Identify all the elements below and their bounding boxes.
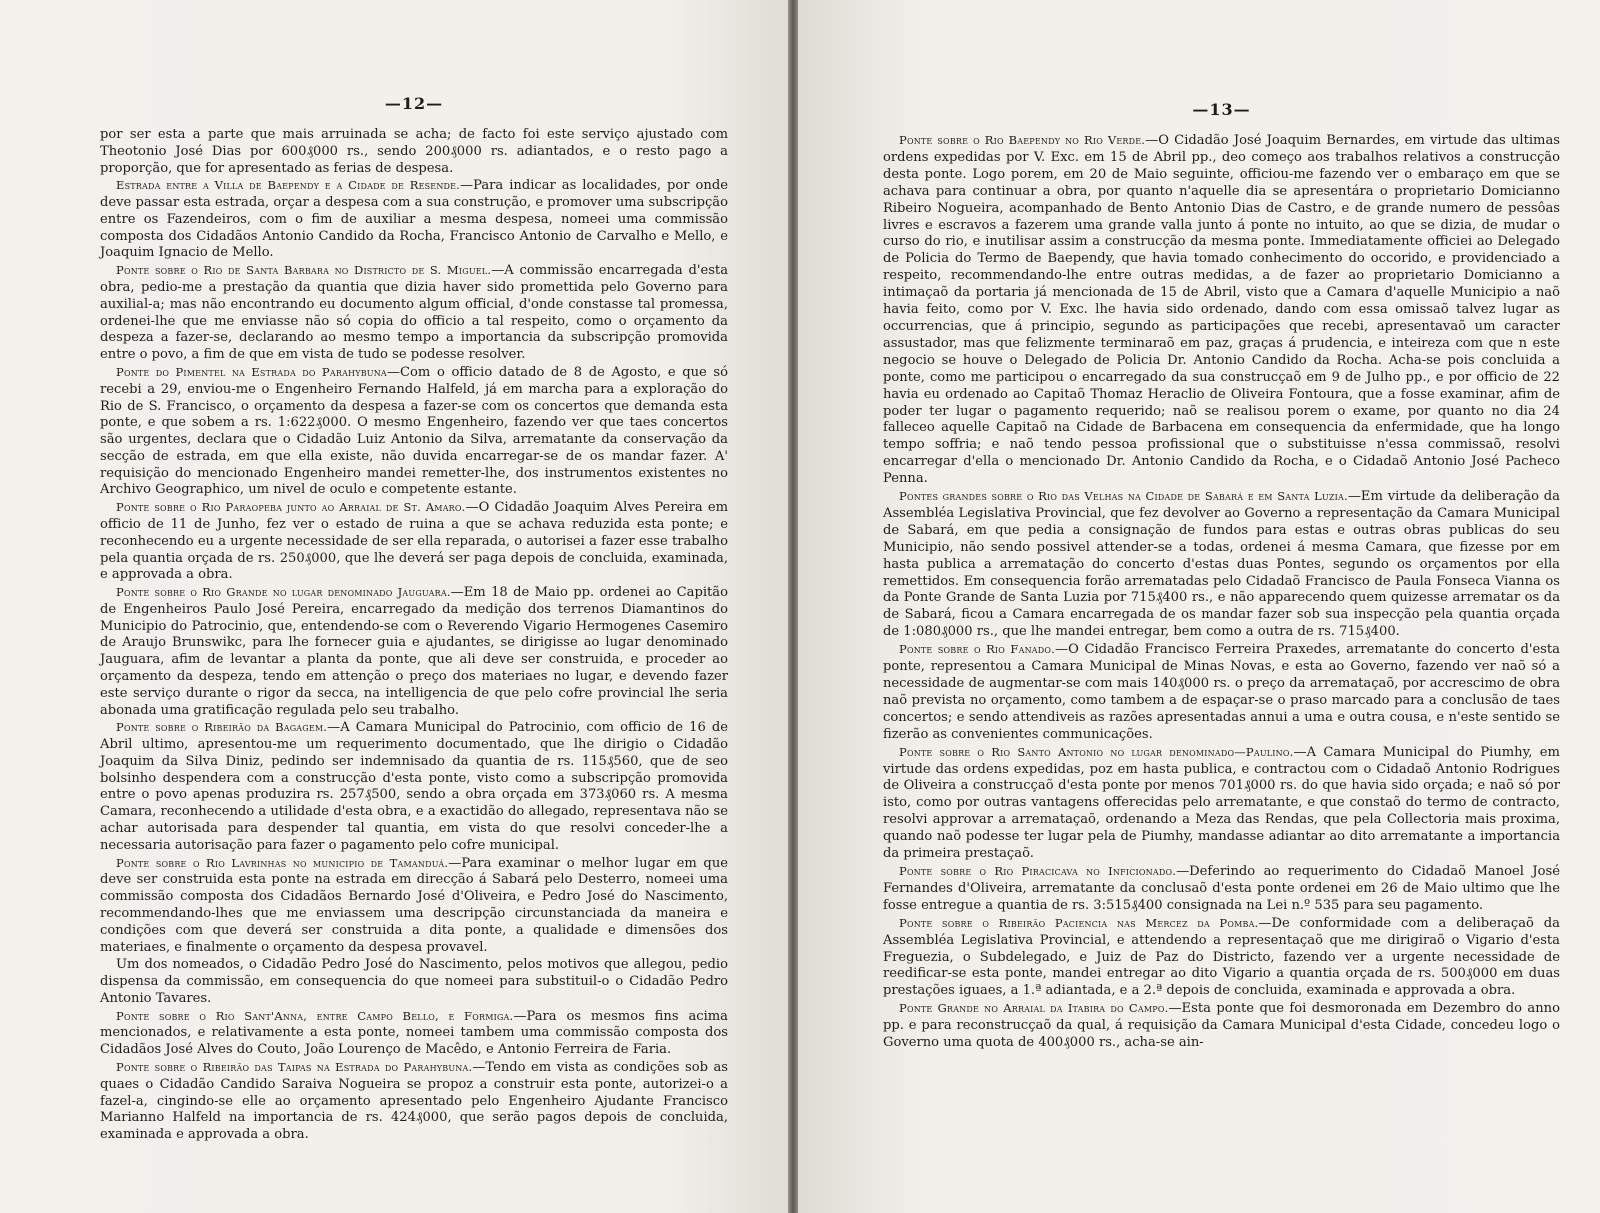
- section-heading: Ponte sobre o Ribeirão Paciencia nas Mercez da Pomba.: [899, 915, 1259, 930]
- page-number: —12—: [384, 94, 444, 113]
- right-page: [798, 0, 1600, 1213]
- section-heading: Ponte sobre o Rio Fanado.: [899, 642, 1055, 657]
- section-heading: Estrada entre a Villa de Baependy e a Cidade de Resende.: [116, 178, 461, 193]
- section-heading: Ponte sobre o Rio Santo Antonio no lugar denominado—Paulino.: [899, 744, 1294, 759]
- section-heading: Ponte sobre o Rio de Santa Barbara no Districto de S. Miguel.: [116, 263, 492, 278]
- section-heading: Pontes grandes sobre o Rio das Velhas na Cidade de Sabará e em Santa Luzia.: [899, 489, 1348, 504]
- section-heading: Ponte do Pimentel na Estrada do Parahybuna: [116, 364, 387, 379]
- section-heading: Ponte sobre o Rio Baependy no Rio Verde.: [899, 133, 1146, 147]
- paragraph: Ponte sobre o Rio Piracicava no Inficionado.—Deferindo ao requerimento do Cidadaõ Manoel José Fernandes d'Oliveira, arrematante da conclusaõ d'esta ponte ordenei em 26 de Maio ultimo que lhe fosse entregue a quantia de rs. 3:515₰400 consignada na Lei n.º 535 para seu pagamento.: [883, 863, 1560, 913]
- page-number: —13—: [1192, 100, 1251, 119]
- section-heading: Ponte sobre o Rio Lavrinhas no municipio de Tamanduá.: [116, 855, 449, 870]
- paragraph: Ponte sobre o Rio Sant'Anna, entre Campo Bello, e Formiga.—Para os mesmos fins acima mencionados, e relativamente a esta ponte, nomeei tambem uma commissão composta dos Cidadãos José Alves do Couto, João Lourenço de Macêdo, e Antonio Ferreira de Faria.: [100, 1008, 728, 1058]
- section-heading: Ponte sobre o Rio Piracicava no Inficionado.: [899, 863, 1177, 878]
- section-heading: Ponte sobre o Ribeirão da Bagagem.: [116, 720, 328, 735]
- paragraph: Ponte sobre o Rio de Santa Barbara no Districto de S. Miguel.—A commissão encarregada d'esta obra, pedio-me a prestação da quantia que dizia haver sido promettida pelo Governo para auxilial-a; mas não encontrando eu documento algum official, d'onde constasse tal promessa, ordenei-lhe que me enviasse não só copia do officio a tal respeito, como o orçamento da despeza a fazer-se, declarando ao mesmo tempo a importancia da subscripção promovida entre o povo, a fim de que em vista de tudo se podesse resolver.: [100, 263, 728, 363]
- paragraph: por ser esta a parte que mais arruinada se acha; de facto foi este serviço ajustado com Theotonio José Dias por 600₰000 rs., sendo 200₰000 rs. adiantados, e o resto pago a proporção, que for apresentado as ferias de despesa.: [100, 127, 728, 176]
- book-gutter: [788, 0, 798, 1213]
- section-heading: Ponte sobre o Rio Paraopeba junto ao Arraial de St. Amaro.: [116, 500, 466, 515]
- section-heading: Ponte sobre o Rio Grande no lugar denominado Jauguara.: [116, 585, 451, 600]
- paragraph: Ponte do Pimentel na Estrada do Parahybuna—Com o officio datado de 8 de Agosto, e que só recebi a 29, enviou-me o Engenheiro Fernando Halfeld, já em marcha para a exploração do Rio de S. Francisco, o orçamento da despesa a fazer-se com os concertos que demanda esta ponte, e que sobem a rs. 1:622₰000. O mesmo Engenheiro, fazendo ver que taes concertos são urgentes, declara que o Cidadão Luiz Antonio da Silva, arrematante da conservação da secção de estrada, em que ella existe, não duvida encarregar-se de os mandar fazer. A' requisição do mencionado Engenheiro mandei remetter-lhe, dos instrumentos existentes no Archivo Geographico, um nivel de oculo e competente estante.: [100, 364, 729, 498]
- paragraph: Ponte sobre o Rio Grande no lugar denominado Jauguara.—Em 18 de Maio pp. ordenei ao Capitão de Engenheiros Paulo José Pereira, encarregado da medição dos terrenos Diamantinos do Municipio do Patrocinio, que, entendendo-se com o Reverendo Vigario Hermogenes Casemiro de Araujo Brunswikc, para lhe fornecer guia e ajudantes, se dirigisse ao lugar denominado Jauguara, afim de levantar a planta da ponte, que ali deve ser construida, e proceder ao orçamento da despeza, tendo em attenção o preço dos materiaes no lugar, e devendo fazer este serviço durante o rigor da secca, na intelligencia de que pelo cofre provincial lhe seria abonada uma gratificação regulada pelo seu trabalho.: [100, 585, 728, 718]
- paragraph: Pontes grandes sobre o Rio das Velhas na Cidade de Sabará e em Santa Luzia.—Em virtude da deliberação da Assembléa Legislativa Provincial, que fez devolver ao Governo a representação da Camara Municipal de Sabará, em que pedia a consignação de fundos para estas e outras obras publicas do seu Municipio, não sendo possivel attender-se a todas, ordenei á mesma Camara, que fizesse por em hasta publica a arrematação do concerto d'estas duas Pontes, segundo os orçamentos por ella remettidos. Em consequencia forão arrematadas pelo Cidadaõ Francisco de Paula Fonseca Vianna os da Ponte Grande de Santa Luzia por 715₰400 rs., e não apparecendo quem quizesse arrematar os da de Sabará, ficou a Camara encarregada de os mandar fazer sob sua inspecção pela quantia orçada de 1:080₰000 rs., que lhe mandei entregar, bem como a outra de rs. 715₰400.: [883, 489, 1560, 640]
- paragraph: Ponte sobre o Rio Baependy no Rio Verde.—O Cidadão José Joaquim Bernardes, em virtude das ultimas ordens expedidas por V. Exc. em 15 de Abril pp., deo começo aos trabalhos relativos a construcção desta ponte. Logo porem, em 20 de Maio seguinte, officiou-me fazendo ver o embaraço em que se achava para continuar a obra, por quanto n'aquelle dia se apresentára o proprietario Domicianno Ribeiro Nogueira, acompanhado de Bento Antonio Dias de Castro, e de grande numero de pessôas livres e escravos a fazerem uma grande valla junto á ponte no intuito, ao que se dizia, de mudar o curso do rio, e inutilisar assim a construcção da mesma ponte. Immediatamente officiei ao Delegado de Policia do Termo de Baependy, que havia tomado conhecimento do occorido, e providenciado a respeito, recommendando-lhe entre outras medidas, a de fazer ao proprietario Domicianno a intimaçaõ da portaria já mencionada de 15 de Abril, visto que a Camara d'aquelle Municipio a naõ havia feito, como por V. Exc. lhe havia sido ordenado, dando com essa omissaõ talvez lugar as occurrencias, que á principio, segundo as participações que recebi, apresentavaõ um caracter assustador, mas que felizmente terminaraõ em paz, graças á prudencia, e inteireza com que n este negocio se houve o Delegado de Policia Dr. Antonio Candido da Rocha. Acha-se pois concluida a ponte, como me participou o encarregado da sua construcçaõ em 9 de Julho pp., e por officio de 22 havia eu ordenado ao Capitaõ Thomaz Heraclio de Oliveira Fontoura, que a fosse examinar, afim de poder ter lugar o pagamento requerido; naõ se realisou porem o exame, por quanto no dia 24 falleceo aquelle Capitaõ na Cidade de Barbacena em consequencia da enfermidade, que ha longo tempo soffria; e naõ tendo pessoa profissional que o substituisse n'essa commissaõ, resolvi encarregar d'ella o mencionado Dr. Antonio Candido da Rocha, e o Cidadaõ Antonio José Pacheco Penna.: [883, 133, 1560, 487]
- section-heading: Ponte sobre o Rio Sant'Anna, entre Campo Bello, e Formiga.: [116, 1008, 514, 1023]
- paragraph: Ponte sobre o Rio Lavrinhas no municipio de Tamanduá.—Para examinar o melhor lugar em que deve ser construida esta ponte na estrada em direcção á Sabará pelo Desterro, nomeei uma commissão composta dos Cidadãos Bernardo José d'Oliveira, e Pedro José do Nascimento, recommendando-lhes que me enviassem uma descripção circunstanciada da maneira e condições com que deverá ser construida a dita ponte, a qualidade e dimensões dos materiaes, e finalmente o orçamento da despesa provavel.: [100, 855, 728, 955]
- paragraph: Ponte sobre o Ribeirão Paciencia nas Mercez da Pomba.—De conformidade com a deliberaçaõ da Assembléa Legislativa Provincial, e attendendo a representaçaõ que me dirigiraõ o Vigario d'esta Freguezia, o Subdelegado, e Juiz de Paz do Districto, fazendo ver a urgente necessidade de reedificar-se esta ponte, mandei entregar ao dito Vigario a quantia orçada de rs. 500₰000 em duas prestações iguaes, a 1.ª adiantada, e a 2.ª depois de concluida, examinada e approvada a obra.: [883, 915, 1560, 999]
- paragraph: Ponte sobre o Ribeirão da Bagagem.—A Camara Municipal do Patrocinio, com officio de 16 de Abril ultimo, apresentou-me um requerimento documentado, que lhe dirigio o Cidadão Joaquim da Silva Diniz, pedindo ser indemnisado da quantia de rs. 115₰560, que de seo bolsinho despendera com a construcção d'esta ponte, visto como a subscripção promovida entre o povo apenas produzira rs. 257₰500, sendo a obra orçada em 373₰060 rs. A mesma Camara, reconhecendo a utilidade d'esta obra, e a exactidão do allegado, representava não se achar autorisada para despender tal quantia, em vista do que resolvi conceder-lhe a necessaria autorisação para fazer o pagamento pelo cofre municipal.: [100, 720, 728, 853]
- paragraph: Ponte sobre o Rio Fanado.—O Cidadão Francisco Ferreira Praxedes, arrematante do concerto d'esta ponte, representou a Camara Municipal de Minas Novas, e esta ao Governo, fazendo ver naõ só a necessidade de augmentar-se com mais 140₰000 rs. o preço da arremataçaõ, por accrescimo de obra naõ prevista no orçamento, como tambem a de espaçar-se o praso marcado para a conclusão de taes concertos; e sendo attendiveis as razões apresentadas annui a uma e outra cousa, e n'este sentido se fizerão as convenientes communicações.: [883, 642, 1560, 742]
- paragraph: Um dos nomeados, o Cidadão Pedro José do Nascimento, pelos motivos que allegou, pedio dispensa da commissão, em consequencia do que nomeei para substituil-o o Cidadão Pedro Antonio Tavares.: [100, 957, 728, 1006]
- paragraph: Ponte sobre o Rio Paraopeba junto ao Arraial de St. Amaro.—O Cidadão Joaquim Alves Pereira em officio de 11 de Junho, fez ver o estado de ruina a que se achava reduzida esta ponte; e reconhecendo eu a urgente necessidade de ser ella reparada, o autorisei a fazer esse trabalho pela quantia orçada de rs. 250₰000, que lhe deverá ser paga depois de concluida, examinada, e approvada a obra.: [100, 500, 728, 583]
- paragraph: Ponte Grande no Arraial da Itabira do Campo.—Esta ponte que foi desmoronada em Dezembro do anno pp. e para reconstrucçaõ da qual, á requisição da Camara Municipal d'esta Cidade, concedeu logo o Governo uma quota de 400₰000 rs., acha-se ain-: [883, 1001, 1560, 1051]
- section-heading: Ponte Grande no Arraial da Itabira do Campo.: [899, 1001, 1169, 1016]
- text-column: [100, 126, 728, 1144]
- left-page: [0, 0, 788, 1213]
- text-column: [883, 132, 1560, 1052]
- section-heading: Ponte sobre o Ribeirão das Taipas na Estrada do Parahybuna.: [116, 1059, 473, 1074]
- paragraph: Estrada entre a Villa de Baependy e a Cidade de Resende.—Para indicar as localidades, por onde deve passar esta estrada, orçar a despesa com a sua construção, e promover uma subscripção entre os Fazendeiros, com o fim de auxiliar a mesma despesa, nomeei uma commissão composta dos Cidadãos Antonio Candido da Rocha, Francisco Antonio de Carvalho e Mello, e Joaquim Ignacio de Mello.: [100, 178, 728, 261]
- paragraph: Ponte sobre o Ribeirão das Taipas na Estrada do Parahybuna.—Tendo em vista as condições sob as quaes o Cidadão Candido Saraiva Nogueira se propoz a construir esta ponte, autorizei-o a fazel-a, cingindo-se elle ao orçamento apresentado pelo Engenheiro Ajudante Francisco Marianno Halfeld na importancia de rs. 424₰000, que serão pagos depois de concluida, examinada e approvada a obra.: [100, 1059, 728, 1143]
- paragraph: Ponte sobre o Rio Santo Antonio no lugar denominado—Paulino.—A Camara Municipal do Piumhy, em virtude das ordens expedidas, poz em hasta publica, e contractou com o Cidadaõ Antonio Rodrigues de Oliveira a construcçaõ d'esta ponte por menos 701₰000 rs. do que havia sido orçada; e naõ só por isto, como por outras vantagens offerecidas pelo arrematante, e que constaõ do termo de contracto, resolvi approvar a arremataçaõ, ordenando a Meza das Rendas, que pela Collectoria mais proxima, quando naõ podesse ter lugar pela de Piumhy, mandasse adiantar ao dito arrematante a importancia da primeira prestaçaõ.: [883, 744, 1560, 862]
